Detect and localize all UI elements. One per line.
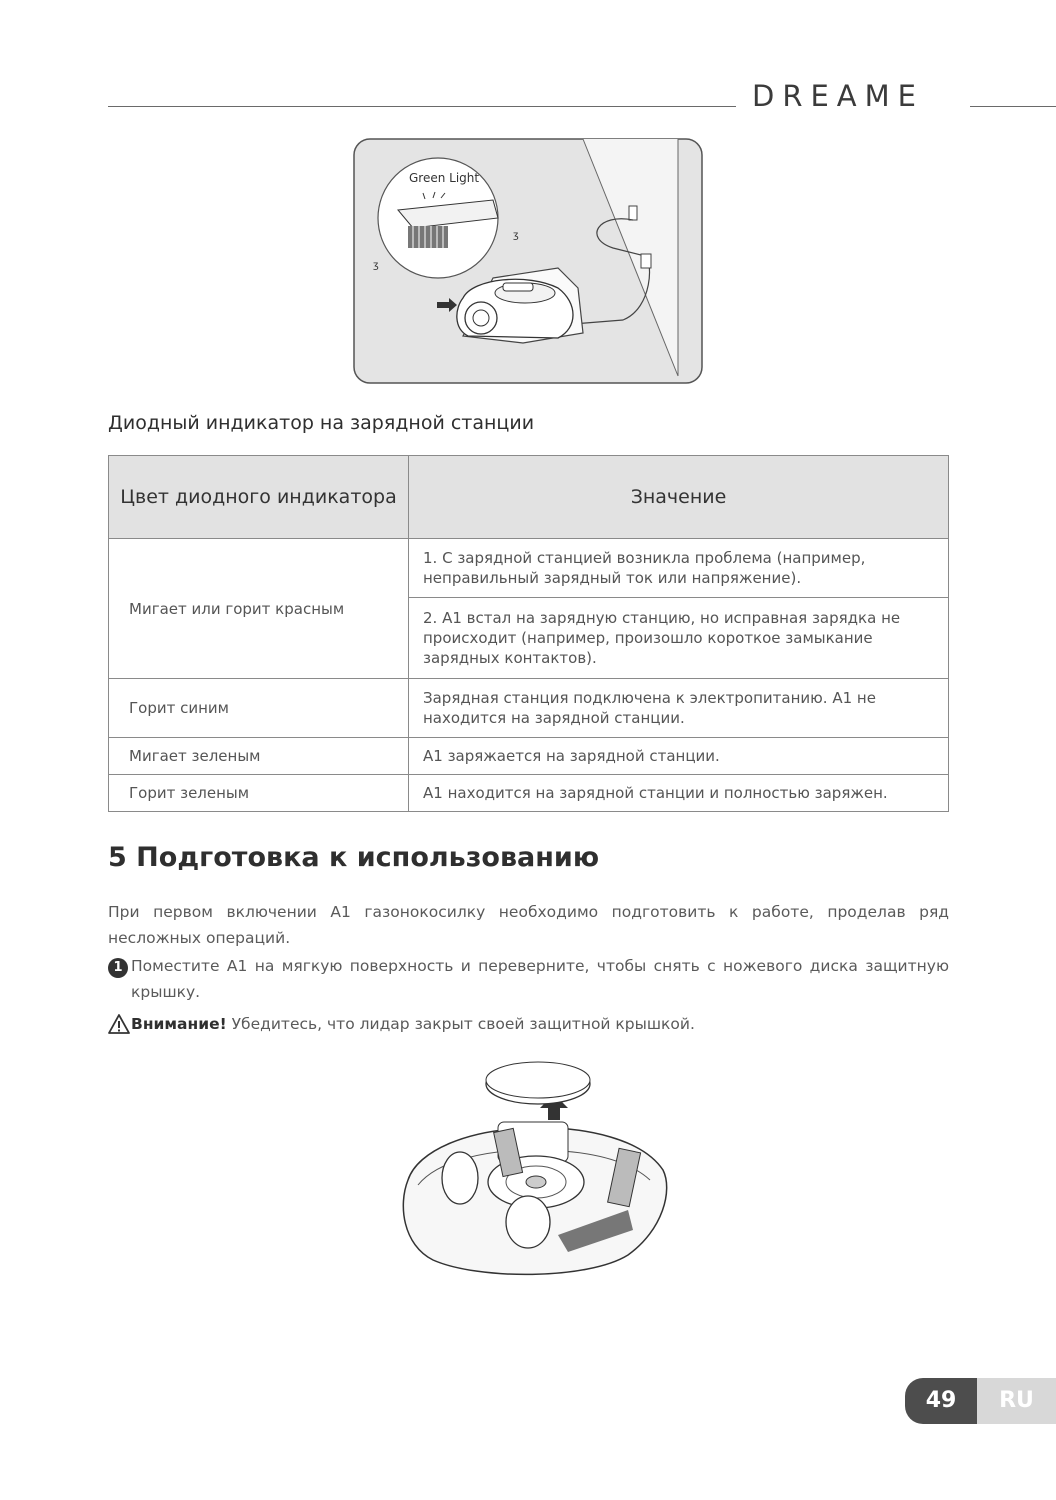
step-number-badge: 1 xyxy=(108,958,128,978)
page-number: 49 xyxy=(905,1378,977,1424)
led-color-cell: Горит синим xyxy=(109,679,409,738)
header-rule-left xyxy=(108,106,736,107)
table-row xyxy=(109,775,949,812)
warning-note xyxy=(131,1011,695,1037)
section-5-intro: При первом включении A1 газонокосилку необходимо подготовить к работе, проделав ряд несложных операций. xyxy=(108,903,949,947)
column-header-color: Цвет диодного индикатора xyxy=(109,456,409,539)
svg-text:ʒ: ʒ xyxy=(373,260,379,271)
table-row xyxy=(109,738,949,775)
led-meaning-cell: A1 заряжается на зарядной станции. xyxy=(409,738,949,775)
led-meaning-cell: 1. С зарядной станцией возникла проблема (например, неправильный зарядный ток или напряжение). xyxy=(409,539,949,598)
green-light-label: Green Light xyxy=(409,171,480,185)
warning-label: Внимание! xyxy=(131,1015,227,1033)
page-language: RU xyxy=(977,1378,1056,1424)
svg-text:ʒ: ʒ xyxy=(513,230,519,241)
led-meaning-cell: A1 находится на зарядной станции и полностью заряжен. xyxy=(409,775,949,812)
column-header-meaning: Значение xyxy=(409,456,949,539)
section-5-title: 5 Подготовка к использованию xyxy=(108,842,600,873)
led-meaning-cell: Зарядная станция подключена к электропитанию. A1 не находится на зарядной станции. xyxy=(409,679,949,738)
led-color-cell: Горит зеленым xyxy=(109,775,409,812)
warning-icon xyxy=(108,1014,130,1034)
mower-underside-illustration xyxy=(388,1060,673,1285)
led-meaning-cell: 2. A1 встал на зарядную станцию, но исправная зарядка не происходит (например, произошло короткое замыкание зарядных контактов). xyxy=(409,598,949,679)
header-rule-right xyxy=(970,106,1056,107)
led-color-cell: Мигает или горит красным xyxy=(109,539,409,679)
led-color-cell: Мигает зеленым xyxy=(109,738,409,775)
brand-logo: DREAME xyxy=(752,79,924,113)
warning-text: Убедитесь, что лидар закрыт своей защитной крышкой. xyxy=(226,1015,695,1033)
led-section-title: Диодный индикатор на зарядной станции xyxy=(108,412,535,434)
led-indicator-table xyxy=(108,455,949,812)
step-1-text: Поместите A1 на мягкую поверхность и переверните, чтобы снять с ножевого диска защитную крышку. xyxy=(131,957,949,1001)
table-row xyxy=(109,679,949,738)
docking-illustration xyxy=(353,138,703,384)
table-row xyxy=(109,539,949,598)
